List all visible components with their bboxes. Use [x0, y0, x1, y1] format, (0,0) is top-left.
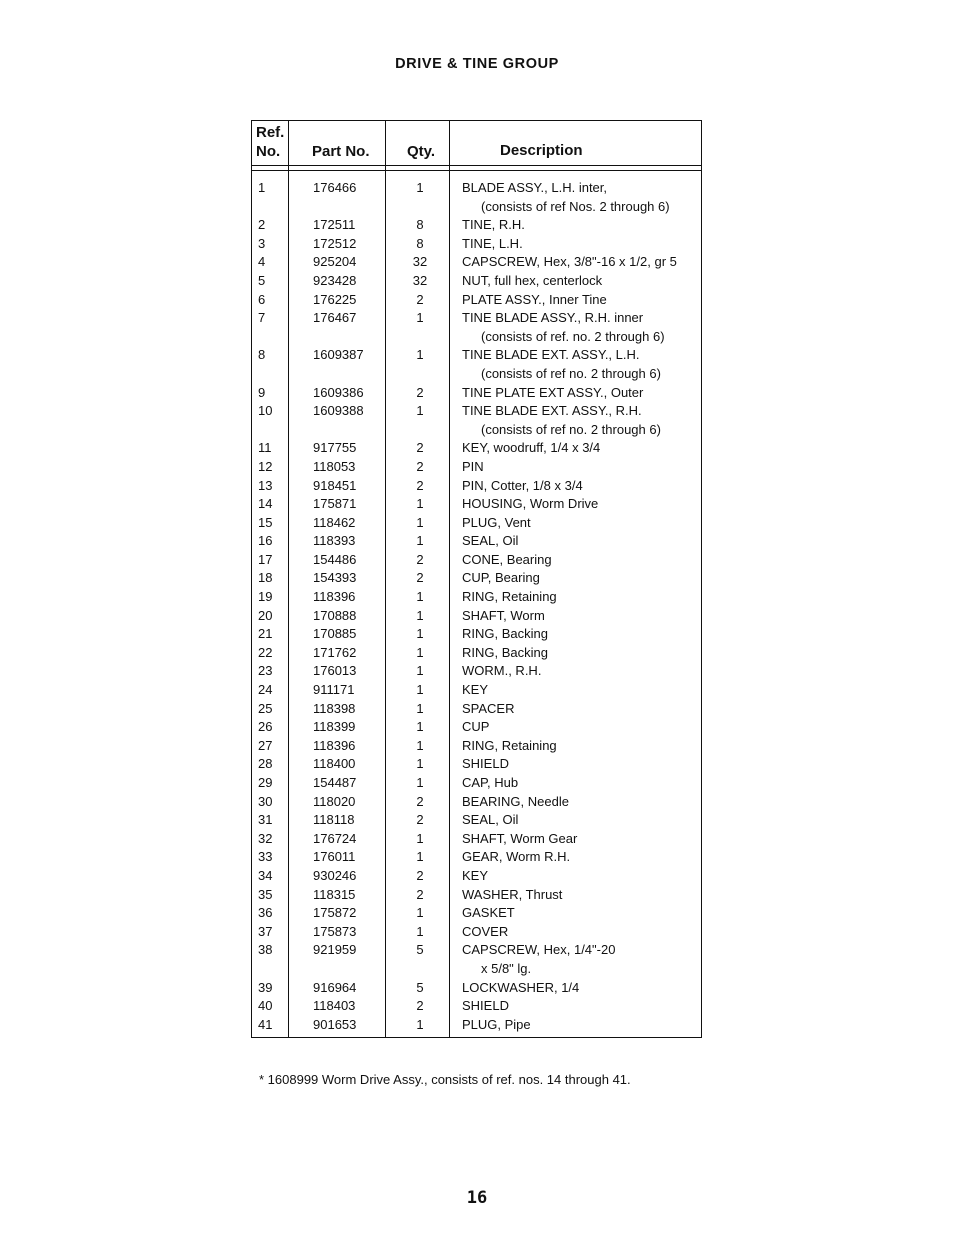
part-no-cell: 176013: [313, 663, 357, 679]
description-line: SHIELD: [462, 756, 509, 772]
ref-no-cell: 19: [258, 589, 273, 605]
description-line: CUP: [462, 719, 490, 735]
qty-cell: 5: [416, 979, 424, 995]
page-title: DRIVE & TINE GROUP: [395, 56, 559, 72]
description-cell: [462, 253, 677, 272]
qty-cell: 1: [416, 737, 424, 753]
ref-no-cell: 14: [258, 496, 273, 512]
description-line: GASKET: [462, 905, 515, 921]
part-no-cell: 176724: [313, 830, 357, 846]
table-row: [252, 439, 701, 458]
description-cell: [462, 755, 509, 774]
qty-cell: 1: [416, 607, 424, 623]
qty-cell: 8: [416, 235, 424, 251]
ref-no-cell: 37: [258, 923, 273, 939]
header-rule: [252, 165, 701, 171]
table-row: [252, 867, 701, 886]
qty-cell: 2: [416, 551, 424, 567]
qty-cell: 1: [416, 905, 424, 921]
table-row: [252, 291, 701, 310]
table-row: [252, 514, 701, 533]
ref-no-cell: 28: [258, 756, 273, 772]
description-line: KEY: [462, 682, 489, 698]
description-continuation: (consists of ref. no. 2 through 6): [481, 328, 665, 344]
part-no-cell: 176225: [313, 291, 357, 307]
description-cell: [462, 402, 661, 439]
description-line: WORM., R.H.: [462, 663, 542, 679]
table-row: [252, 737, 701, 756]
table-row: [252, 588, 701, 607]
ref-no-cell: 22: [258, 644, 273, 660]
table-row: [252, 458, 701, 477]
description-line: TINE BLADE EXT. ASSY., L.H.: [462, 347, 640, 363]
ref-no-cell: 13: [258, 477, 273, 493]
footnote: * 1608999 Worm Drive Assy., consists of ref. nos. 14 through 41.: [259, 1072, 631, 1087]
description-line: SHAFT, Worm: [462, 607, 545, 623]
description-cell: [462, 737, 557, 756]
qty-cell: 1: [416, 644, 424, 660]
table-row: [252, 848, 701, 867]
table-row: [252, 179, 701, 216]
table-row: [252, 904, 701, 923]
part-no-cell: 1609387: [313, 347, 364, 363]
table-row: [252, 718, 701, 737]
description-line: SPACER: [462, 700, 515, 716]
ref-no-cell: 41: [258, 1016, 273, 1032]
part-no-cell: 118462: [313, 514, 356, 530]
qty-cell: 1: [416, 589, 424, 605]
description-line: CUP, Bearing: [462, 570, 540, 586]
table-row: [252, 886, 701, 905]
description-line: CAP, Hub: [462, 775, 519, 790]
description-cell: [462, 923, 508, 942]
description-cell: [462, 941, 615, 978]
description-cell: [462, 291, 607, 310]
ref-no-cell: 17: [258, 551, 273, 567]
qty-cell: 2: [416, 793, 424, 809]
description-line: CONE, Bearing: [462, 551, 552, 567]
description-continuation: x 5/8" lg.: [481, 960, 532, 976]
ref-no-cell: 33: [258, 849, 273, 865]
description-cell: [462, 718, 489, 737]
ref-no-cell: 23: [258, 663, 273, 679]
qty-cell: 2: [416, 440, 424, 456]
description-line: LOCKWASHER, 1/4: [462, 979, 580, 995]
part-no-cell: 170885: [313, 626, 357, 642]
part-no-cell: 175873: [313, 923, 357, 939]
qty-cell: 1: [416, 310, 424, 326]
part-no-cell: 175871: [313, 496, 357, 512]
part-no-cell: 118053: [313, 458, 356, 474]
ref-no-cell: 1: [258, 180, 266, 195]
part-no-cell: 172511: [313, 217, 356, 233]
ref-no-cell: 12: [258, 458, 273, 474]
description-cell: [462, 681, 488, 700]
table-row: [252, 793, 701, 812]
description-line: PLATE ASSY., Inner Tine: [462, 291, 607, 307]
description-line: RING, Backing: [462, 644, 548, 660]
qty-cell: 1: [416, 1016, 424, 1032]
part-no-cell: 921959: [313, 942, 357, 958]
part-no-cell: 118020: [313, 793, 356, 809]
part-no-cell: 118393: [313, 533, 356, 549]
part-no-cell: 118396: [313, 589, 356, 605]
description-continuation: (consists of ref no. 2 through 6): [481, 421, 661, 437]
part-no-cell: 176467: [313, 310, 357, 326]
description-cell: [462, 774, 518, 793]
description-cell: [462, 346, 661, 383]
table-row: [252, 644, 701, 663]
ref-no-cell: 9: [258, 384, 266, 400]
table-row: [252, 941, 701, 978]
ref-no-cell: 15: [258, 514, 273, 530]
description-line: COVER: [462, 923, 509, 939]
description-cell: [462, 495, 598, 514]
table-row: [252, 309, 701, 346]
ref-no-cell: 32: [258, 830, 273, 846]
part-no-cell: 176466: [313, 180, 357, 195]
description-continuation: (consists of ref no. 2 through 6): [481, 365, 661, 381]
table-row: [252, 477, 701, 496]
header-qty: Qty.: [407, 143, 436, 160]
ref-no-cell: 16: [258, 533, 273, 549]
ref-no-cell: 10: [258, 403, 273, 419]
ref-no-cell: 5: [258, 272, 266, 288]
description-line: CAPSCREW, Hex, 3/8"-16 x 1/2, gr 5: [462, 254, 677, 270]
qty-cell: 1: [416, 700, 424, 716]
table-row: [252, 607, 701, 626]
description-cell: [462, 551, 552, 570]
table-row: [252, 253, 701, 272]
description-cell: [462, 625, 548, 644]
table-row: [252, 346, 701, 383]
ref-no-cell: 6: [258, 291, 266, 307]
qty-cell: 1: [416, 923, 424, 939]
header-part-no: Part No.: [312, 143, 370, 160]
table-row: [252, 755, 701, 774]
description-cell: [462, 904, 515, 923]
description-line: SEAL, Oil: [462, 812, 519, 828]
part-no-cell: 930246: [313, 867, 357, 883]
qty-cell: 2: [416, 570, 424, 586]
description-cell: [462, 309, 665, 346]
table-row: [252, 272, 701, 291]
qty-cell: 1: [416, 347, 424, 363]
ref-no-cell: 34: [258, 867, 273, 883]
header-ref-line1: Ref.: [256, 124, 285, 141]
table-row: [252, 662, 701, 681]
ref-no-cell: 25: [258, 700, 273, 716]
qty-cell: 2: [416, 998, 424, 1014]
table-row: [252, 532, 701, 551]
description-cell: [462, 848, 570, 867]
qty-cell: 2: [416, 384, 424, 400]
part-no-cell: 118315: [313, 886, 356, 902]
part-no-cell: 171762: [313, 644, 357, 660]
ref-no-cell: 30: [258, 793, 273, 809]
description-cell: [462, 662, 541, 681]
qty-cell: 2: [416, 477, 424, 493]
qty-cell: 1: [416, 496, 424, 512]
part-no-cell: 118403: [313, 998, 356, 1014]
description-line: RING, Retaining: [462, 589, 557, 605]
ref-no-cell: 31: [258, 812, 273, 828]
description-cell: [462, 179, 670, 216]
ref-no-cell: 7: [258, 310, 266, 326]
description-cell: [462, 997, 509, 1016]
table-row: [252, 551, 701, 570]
table-row: [252, 569, 701, 588]
qty-cell: 32: [412, 254, 428, 270]
description-cell: [462, 700, 515, 719]
description-line: KEY: [462, 867, 489, 883]
description-cell: [462, 830, 577, 849]
ref-no-cell: 3: [258, 235, 266, 251]
description-line: WASHER, Thrust: [462, 886, 563, 902]
part-no-cell: 911171: [313, 682, 355, 698]
description-line: GEAR, Worm R.H.: [462, 849, 571, 865]
table-body: [252, 179, 701, 1034]
description-line: TINE BLADE ASSY., R.H. inner: [462, 310, 644, 326]
qty-cell: 2: [416, 458, 424, 474]
ref-no-cell: 40: [258, 998, 273, 1014]
description-line: CAPSCREW, Hex, 1/4"-20: [462, 942, 616, 958]
description-cell: [462, 644, 548, 663]
part-no-cell: 118396: [313, 737, 356, 753]
part-no-cell: 175872: [313, 905, 357, 921]
description-cell: [462, 477, 583, 496]
description-cell: [462, 886, 562, 905]
ref-no-cell: 21: [258, 626, 273, 642]
part-no-cell: 176011: [313, 849, 356, 865]
header-description: Description: [500, 142, 583, 159]
table-row: [252, 700, 701, 719]
description-line: TINE, R.H.: [462, 217, 525, 233]
description-line: PLUG, Vent: [462, 514, 531, 530]
ref-no-cell: 36: [258, 905, 273, 921]
description-line: KEY, woodruff, 1/4 x 3/4: [462, 440, 601, 456]
description-line: HOUSING, Worm Drive: [462, 496, 599, 512]
description-line: RING, Retaining: [462, 737, 557, 753]
description-line: PIN: [462, 458, 484, 474]
part-no-cell: 901653: [313, 1016, 357, 1032]
ref-no-cell: 4: [258, 254, 266, 270]
table-row: [252, 979, 701, 998]
ref-no-cell: 8: [258, 347, 266, 363]
qty-cell: 8: [416, 217, 424, 233]
ref-no-cell: 38: [258, 942, 273, 958]
header-ref-line2: No.: [256, 143, 281, 160]
qty-cell: 1: [416, 682, 424, 698]
description-line: TINE, L.H.: [462, 235, 523, 251]
table-row: [252, 923, 701, 942]
part-no-cell: 925204: [313, 254, 357, 270]
description-line: BLADE ASSY., L.H. inter,: [462, 180, 608, 195]
part-no-cell: 118398: [313, 700, 356, 716]
table-row: [252, 1016, 701, 1035]
ref-no-cell: 35: [258, 886, 273, 902]
qty-cell: 1: [416, 775, 424, 790]
description-line: PLUG, Pipe: [462, 1016, 531, 1032]
ref-no-cell: 29: [258, 775, 273, 790]
ref-no-cell: 27: [258, 737, 273, 753]
description-cell: [462, 569, 540, 588]
ref-no-cell: 2: [258, 217, 266, 233]
header-ref-no: [256, 123, 286, 161]
page-number: 16: [466, 1188, 488, 1208]
parts-table: [251, 120, 702, 1038]
description-cell: [462, 235, 523, 254]
part-no-cell: 118399: [313, 719, 356, 735]
description-line: SHAFT, Worm Gear: [462, 830, 578, 846]
table-row: [252, 681, 701, 700]
table-row: [252, 774, 701, 793]
part-no-cell: 170888: [313, 607, 357, 623]
table-row: [252, 495, 701, 514]
table-row: [252, 402, 701, 439]
qty-cell: 1: [416, 663, 424, 679]
table-row: [252, 830, 701, 849]
description-cell: [462, 439, 600, 458]
qty-cell: 5: [416, 942, 424, 958]
ref-no-cell: 20: [258, 607, 273, 623]
description-continuation: (consists of ref Nos. 2 through 6): [481, 198, 670, 214]
part-no-cell: 1609388: [313, 403, 364, 419]
part-no-cell: 172512: [313, 235, 357, 251]
description-cell: [462, 458, 484, 477]
part-no-cell: 923428: [313, 272, 357, 288]
part-no-cell: 118118: [313, 812, 355, 828]
qty-cell: 2: [416, 812, 424, 828]
qty-cell: 1: [416, 849, 424, 865]
part-no-cell: 917755: [313, 440, 357, 456]
description-line: BEARING, Needle: [462, 793, 569, 809]
qty-cell: 32: [412, 272, 428, 288]
qty-cell: 1: [416, 514, 424, 530]
ref-no-cell: 24: [258, 682, 273, 698]
description-line: NUT, full hex, centerlock: [462, 272, 603, 288]
qty-cell: 1: [416, 533, 424, 549]
part-no-cell: 1609386: [313, 384, 364, 400]
qty-cell: 1: [416, 756, 424, 772]
description-cell: [462, 272, 602, 291]
description-line: SEAL, Oil: [462, 533, 519, 549]
qty-cell: 1: [416, 180, 424, 195]
description-line: RING, Backing: [462, 626, 548, 642]
table-row: [252, 997, 701, 1016]
table-row: [252, 384, 701, 403]
part-no-cell: 916964: [313, 979, 357, 995]
part-no-cell: 918451: [313, 477, 357, 493]
description-cell: [462, 216, 525, 235]
description-line: TINE PLATE EXT ASSY., Outer: [462, 384, 644, 400]
description-cell: [462, 607, 545, 626]
description-cell: [462, 811, 518, 830]
part-no-cell: 154487: [313, 775, 357, 790]
description-cell: [462, 793, 569, 812]
description-line: PIN, Cotter, 1/8 x 3/4: [462, 477, 583, 493]
description-cell: [462, 532, 518, 551]
qty-cell: 2: [416, 886, 424, 902]
part-no-cell: 118400: [313, 756, 356, 772]
description-line: TINE BLADE EXT. ASSY., R.H.: [462, 403, 642, 419]
description-cell: [462, 588, 557, 607]
table-row: [252, 216, 701, 235]
description-line: SHIELD: [462, 998, 509, 1014]
ref-no-cell: 11: [258, 440, 272, 456]
description-cell: [462, 1016, 531, 1035]
qty-cell: 2: [416, 291, 424, 307]
description-cell: [462, 514, 531, 533]
description-cell: [462, 867, 488, 886]
part-no-cell: 154393: [313, 570, 357, 586]
qty-cell: 2: [416, 867, 424, 883]
part-no-cell: 154486: [313, 551, 357, 567]
ref-no-cell: 26: [258, 719, 273, 735]
description-cell: [462, 384, 643, 403]
table-row: [252, 235, 701, 254]
table-row: [252, 625, 701, 644]
ref-no-cell: 18: [258, 570, 273, 586]
ref-no-cell: 39: [258, 979, 273, 995]
qty-cell: 1: [416, 830, 424, 846]
table-row: [252, 811, 701, 830]
description-cell: [462, 979, 579, 998]
qty-cell: 1: [416, 626, 424, 642]
qty-cell: 1: [416, 403, 424, 419]
qty-cell: 1: [416, 719, 424, 735]
